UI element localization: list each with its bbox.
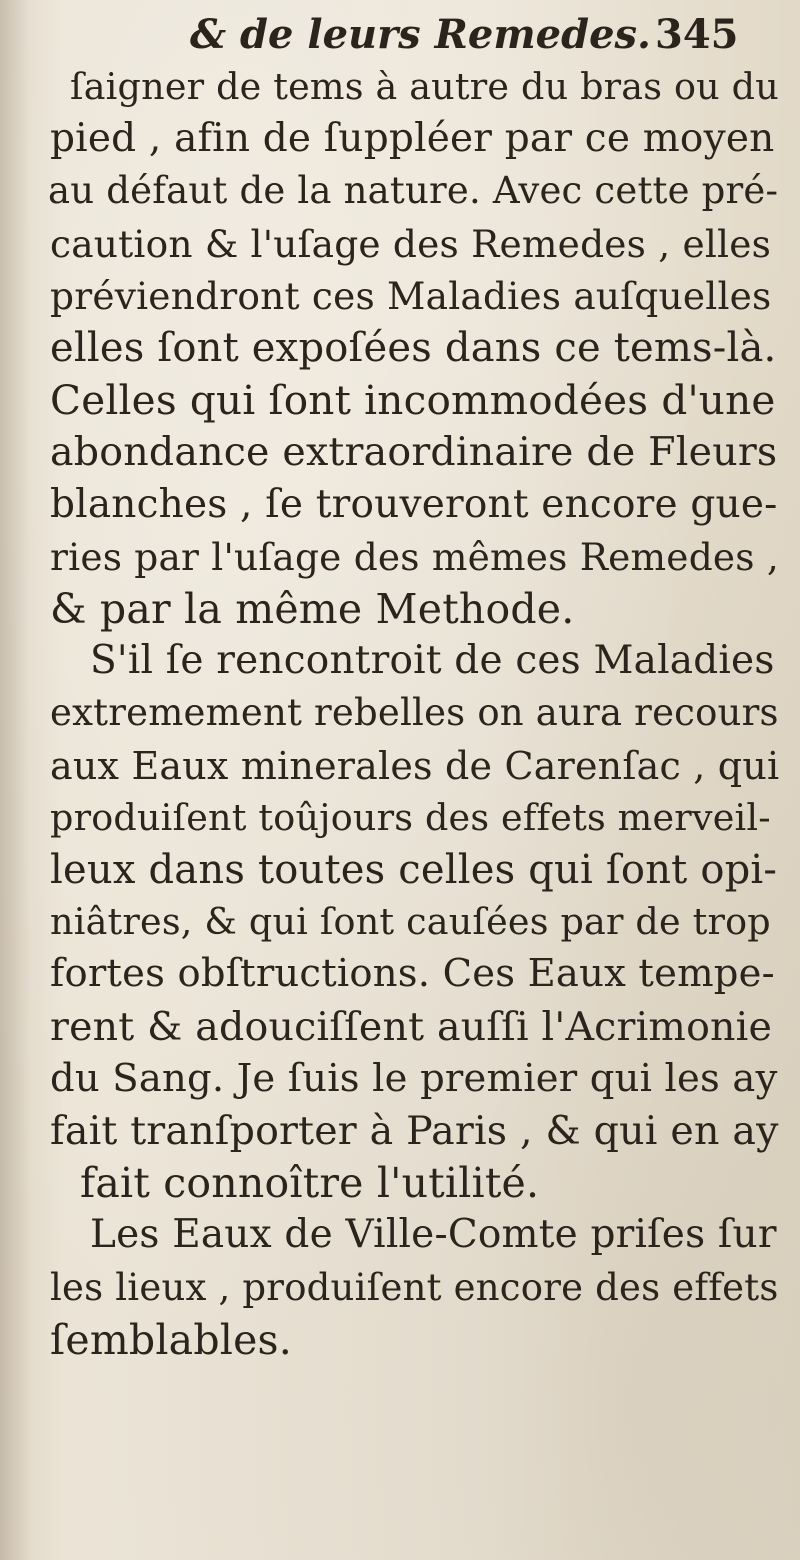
page-number: 345 [655,11,739,58]
text-line: blanches , ſe trouveront encore gue- [50,482,778,527]
text-line: produiſent toûjours des effets merveil- [50,796,771,839]
text-line: rent & adouciſſent auſſi l'Acrimonie [50,1004,773,1050]
page-gutter-shadow [0,0,30,1560]
text-line: ſemblables. [50,1316,293,1364]
text-line: au défaut de la nature. Avec cette pré- [48,169,779,212]
text-line: fait connoître l'utilité. [80,1159,540,1207]
text-line: aux Eaux minerales de Carenſac , qui [50,744,780,788]
text-line: elles ſont expoſées dans ce tems-là. [50,325,777,371]
text-line: pied , afin de ſuppléer par ce moyen [50,116,775,161]
text-line: ſaigner de tems à autre du bras ou du [70,65,779,108]
text-line: les lieux , produiſent encore des effets [50,1266,779,1309]
text-line: du Sang. Je ſuis le premier qui les ay [50,1056,778,1101]
text-line: abondance extraordinaire de Fleurs [50,429,778,475]
text-line: S'il ſe rencontroit de ces Maladies [90,638,775,683]
text-line: ries par l'uſage des mêmes Remedes , [50,535,779,579]
text-line: extremement rebelles on aura recours [50,691,779,734]
text-line: niâtres, & qui ſont cauſées par de trop [50,900,771,943]
text-line: fortes obſtructions. Ces Eaux tempe- [50,951,775,996]
text-line: Les Eaux de Ville-Comte priſes ſur [90,1212,777,1257]
text-line: & par la même Methode. [50,585,575,633]
text-line: leux dans toutes celles qui ſont opi- [50,847,778,893]
text-line: préviendront ces Maladies auſquelles [50,274,772,318]
running-head [190,10,790,60]
text-line: fait tranſporter à Paris , & qui en ay [50,1108,779,1154]
running-head-title: & de leurs Remedes. [190,11,651,58]
text-line: caution & l'uſage des Remedes , elles [50,222,772,266]
text-line: Celles qui ſont incommodées d'une [50,376,776,424]
